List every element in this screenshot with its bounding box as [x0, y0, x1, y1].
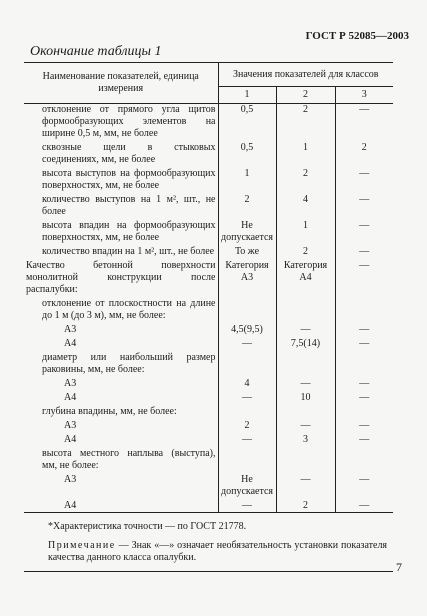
note-label: Примечание	[48, 540, 116, 551]
class-header-3: 3	[335, 87, 393, 104]
class-1-value: —	[218, 390, 276, 404]
footnote: *Характеристика точности — по ГОСТ 21778.	[48, 521, 247, 532]
indicator-name: отклонение от прямого угла щитов формообразующих элементов на ширине 0,5 м, мм, не более	[24, 104, 218, 141]
class-1-value: 4	[218, 376, 276, 390]
note-text: — Знак «—» означает необязательность установки показателя качества данного класса опалубки.	[48, 540, 388, 563]
class-1-value	[218, 446, 276, 472]
table-row	[24, 390, 393, 404]
class-2-value: 10	[276, 390, 335, 404]
class-1-value: 4,5(9,5)	[218, 322, 276, 336]
class-3-value: —	[359, 246, 370, 257]
class-3-value	[335, 446, 393, 472]
class-3-value: —	[359, 500, 370, 511]
table-row	[24, 192, 393, 218]
indicator-name: диаметр или наибольший размер раковины, мм, не более:	[24, 350, 218, 376]
standard-number: ГОСТ Р 52085—2003	[305, 30, 409, 42]
indicator-name: А4	[24, 390, 218, 404]
class-3-value: —	[359, 260, 370, 271]
class-3-value: 2	[361, 142, 367, 153]
table-row	[24, 498, 393, 513]
indicator-name: А3	[24, 376, 218, 390]
column-group-header: Значения показателей для классов	[218, 63, 393, 87]
indicator-name: А4	[24, 432, 218, 446]
table-row	[24, 376, 393, 390]
indicator-name: А4	[24, 498, 218, 513]
class-2-value	[276, 404, 335, 418]
table-row	[24, 322, 393, 336]
class-1-value: 2	[218, 192, 276, 218]
class-1-value: 0,5	[218, 104, 276, 141]
table-row	[24, 218, 393, 244]
class-3-value	[335, 296, 393, 322]
class-2-value: —	[276, 376, 335, 390]
class-2-value: 1	[276, 140, 335, 166]
class-3-value: —	[359, 220, 370, 231]
class-1-value: Не допускается	[218, 218, 276, 244]
indicator-name: А3	[24, 322, 218, 336]
class-2-value: 2	[276, 104, 335, 141]
table-row	[24, 472, 393, 498]
class-1-value: 0,5	[218, 140, 276, 166]
class-2-value	[276, 350, 335, 376]
indicator-name: А4	[24, 336, 218, 350]
class-3-value: —	[359, 392, 370, 403]
indicator-name: Качество бетонной поверхности монолитной конструкции после распалубки:	[24, 258, 218, 296]
table-row	[24, 432, 393, 446]
class-3-value: —	[359, 378, 370, 389]
table-row	[24, 404, 393, 418]
specification-table	[24, 62, 393, 572]
class-3-value	[335, 404, 393, 418]
class-1-value	[218, 404, 276, 418]
table-row	[24, 296, 393, 322]
table-row	[24, 166, 393, 192]
class-2-value: Категория А4	[276, 258, 335, 296]
table-row	[24, 244, 393, 258]
class-1-value: 1	[218, 166, 276, 192]
class-2-value: —	[276, 472, 335, 498]
class-3-value: —	[359, 104, 370, 115]
indicator-name: сквозные щели в стыковых соединениях, мм, не более	[24, 140, 218, 166]
class-2-value: 3	[276, 432, 335, 446]
class-1-value: —	[218, 336, 276, 350]
class-2-value: 2	[276, 244, 335, 258]
table-caption: Окончание таблицы 1	[30, 44, 162, 59]
table-row	[24, 258, 393, 296]
class-3-value	[335, 350, 393, 376]
class-3-value: —	[359, 338, 370, 349]
class-1-value	[218, 296, 276, 322]
class-1-value: —	[218, 498, 276, 513]
class-1-value: То же	[218, 244, 276, 258]
class-3-value: —	[359, 434, 370, 445]
table-row	[24, 418, 393, 432]
indicator-name: количество выступов на 1 м², шт., не более	[24, 192, 218, 218]
table-row	[24, 104, 393, 141]
class-2-value: —	[276, 322, 335, 336]
class-2-value	[276, 446, 335, 472]
indicator-name: высота выступов на формообразующих поверхностях, мм, не более	[24, 166, 218, 192]
class-3-value: —	[359, 420, 370, 431]
class-2-value: 7,5(14)	[276, 336, 335, 350]
class-1-value: 2	[218, 418, 276, 432]
table-row	[24, 140, 393, 166]
indicator-name: глубина впадины, мм, не более:	[24, 404, 218, 418]
indicator-name: отклонение от плоскостности на длине до 1 м (до 3 м), мм, не более:	[24, 296, 218, 322]
class-3-value: —	[359, 194, 370, 205]
class-2-value	[276, 296, 335, 322]
class-2-value: 1	[276, 218, 335, 244]
note	[48, 540, 387, 564]
class-3-value: —	[359, 168, 370, 179]
class-1-value: Категория А3	[218, 258, 276, 296]
class-1-value: Не допускается	[218, 472, 276, 498]
table-body	[24, 104, 393, 513]
class-2-value: —	[276, 418, 335, 432]
page-number: 7	[396, 560, 402, 574]
indicator-name: высота впадин на формообразующих поверхностях, мм, не более	[24, 218, 218, 244]
table-row	[24, 336, 393, 350]
class-1-value	[218, 350, 276, 376]
class-2-value: 4	[276, 192, 335, 218]
indicator-name: высота местного наплыва (выступа), мм, не более:	[24, 446, 218, 472]
table-row	[24, 350, 393, 376]
class-2-value: 2	[276, 498, 335, 513]
column-header-name: Наименование показателей, единица измерения	[24, 63, 218, 104]
class-3-value: —	[359, 324, 370, 335]
class-3-value: —	[359, 474, 370, 485]
indicator-name: А3	[24, 418, 218, 432]
class-1-value: —	[218, 432, 276, 446]
indicator-name: количество впадин на 1 м², шт., не более	[24, 244, 218, 258]
table-row	[24, 446, 393, 472]
class-2-value: 2	[276, 166, 335, 192]
class-header-2: 2	[276, 87, 335, 104]
table-notes	[24, 513, 393, 572]
indicator-name: А3	[24, 472, 218, 498]
class-header-1: 1	[218, 87, 276, 104]
